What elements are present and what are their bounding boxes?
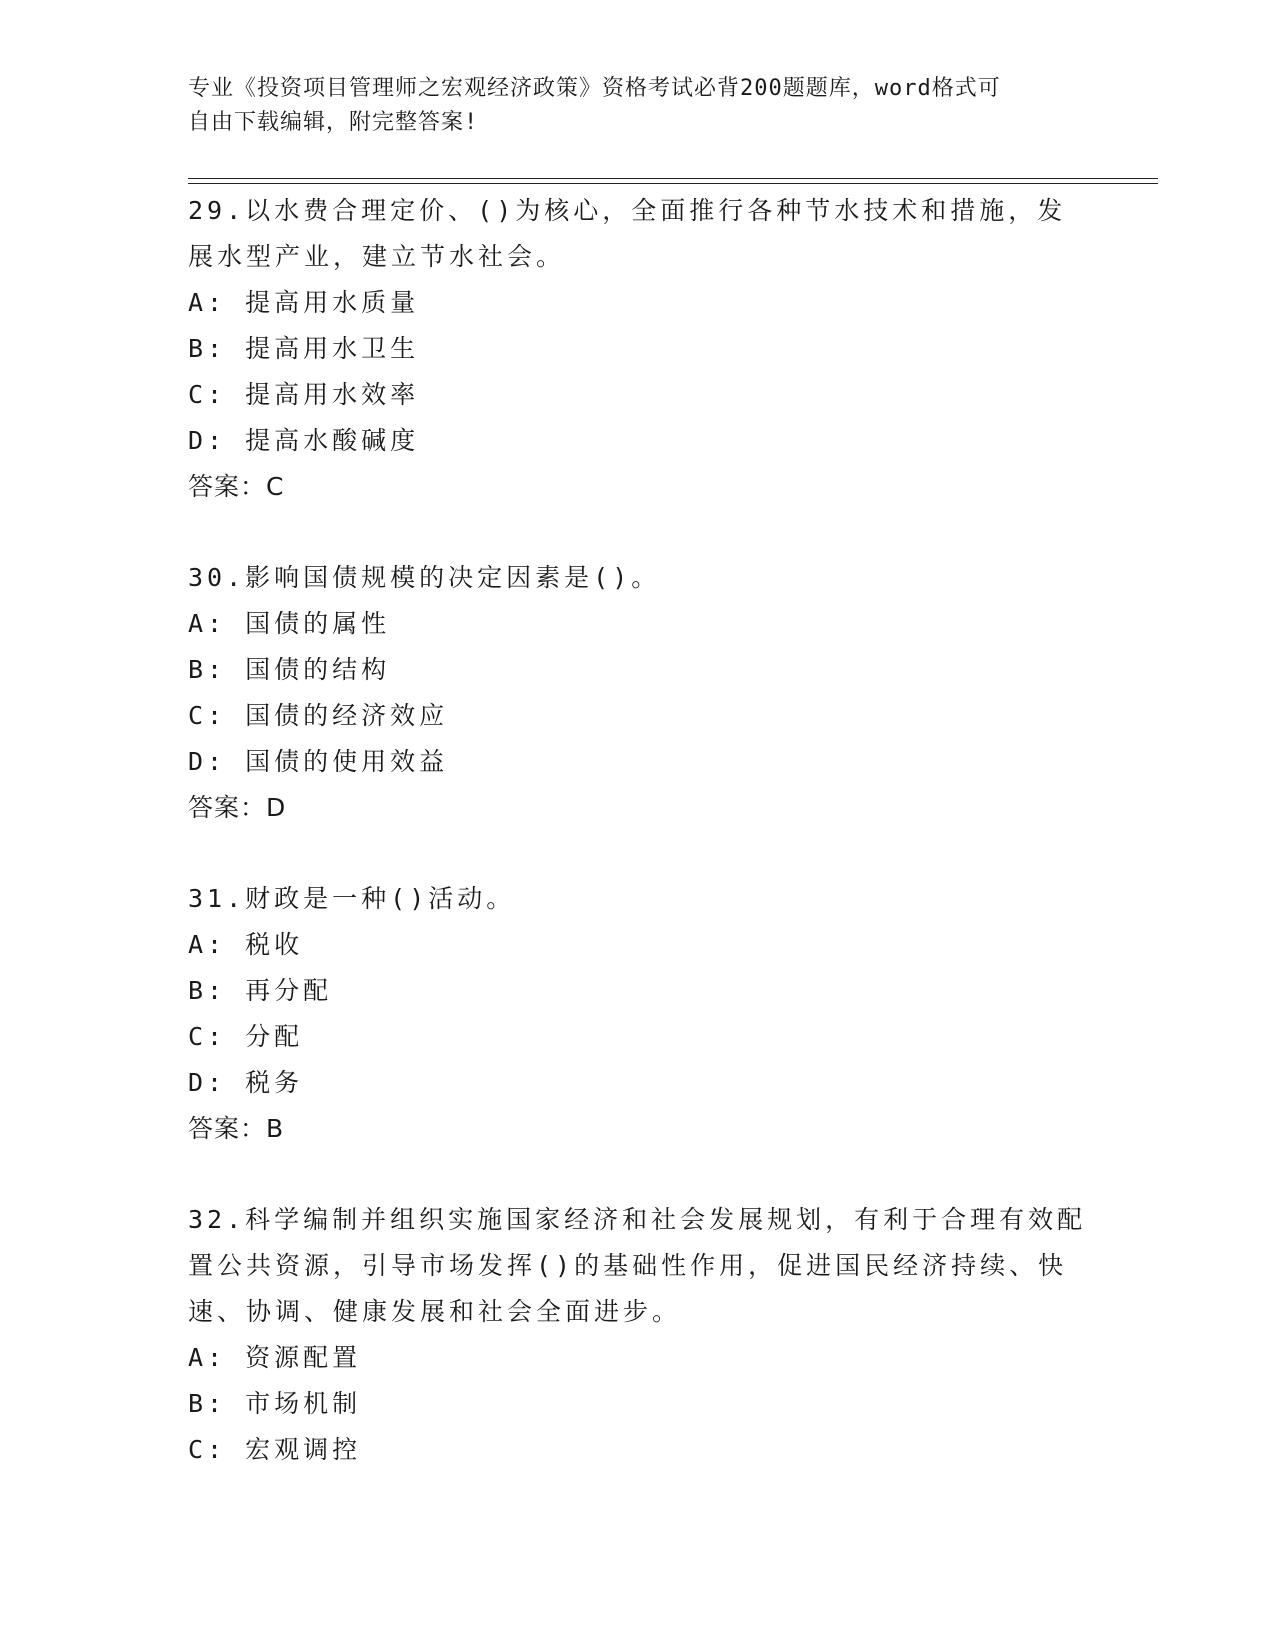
question-stem: 29.以水费合理定价、()为核心，全面推行各种节水技术和措施，发展水型产业，建立节水社会。 [188, 196, 1067, 271]
option-c: C: 国债的经济效应 [188, 701, 449, 730]
answer-text: 答案：D [188, 793, 287, 822]
option-b: B: 市场机制 [188, 1389, 362, 1418]
option-a: A: 资源配置 [188, 1343, 362, 1372]
header-divider [188, 178, 1158, 184]
option-a: A: 提高用水质量 [188, 288, 420, 317]
question-list [188, 188, 1088, 1518]
option-a: A: 国债的属性 [188, 609, 391, 638]
question-32 [188, 1197, 1088, 1473]
question-stem: 31.财政是一种()活动。 [188, 884, 516, 913]
option-d: D: 税务 [188, 1068, 304, 1097]
question-stem: 30.影响国债规模的决定因素是()。 [188, 563, 661, 592]
question-31 [188, 876, 1088, 1152]
option-b: B: 提高用水卫生 [188, 334, 420, 363]
option-c: C: 提高用水效率 [188, 380, 420, 409]
answer-text: 答案：C [188, 472, 285, 501]
option-c: C: 宏观调控 [188, 1435, 362, 1464]
header-line-2: 自由下载编辑，附完整答案! [188, 110, 479, 135]
option-b: B: 国债的结构 [188, 655, 391, 684]
answer-text: 答案：B [188, 1114, 285, 1143]
header-line-1: 专业《投资项目管理师之宏观经济政策》资格考试必背200题题库，word格式可 [188, 76, 1001, 101]
option-d: D: 国债的使用效益 [188, 747, 449, 776]
question-30 [188, 555, 1088, 831]
question-29 [188, 188, 1088, 510]
option-a: A: 税收 [188, 930, 304, 959]
question-stem: 32.科学编制并组织实施国家经济和社会发展规划，有利于合理有效配置公共资源，引导市场发挥()的基础性作用，促进国民经济持续、快速、协调、健康发展和社会全面进步。 [188, 1205, 1087, 1326]
option-d: D: 提高水酸碱度 [188, 426, 420, 455]
option-b: B: 再分配 [188, 976, 333, 1005]
document-header [188, 72, 1088, 140]
option-c: C: 分配 [188, 1022, 304, 1051]
